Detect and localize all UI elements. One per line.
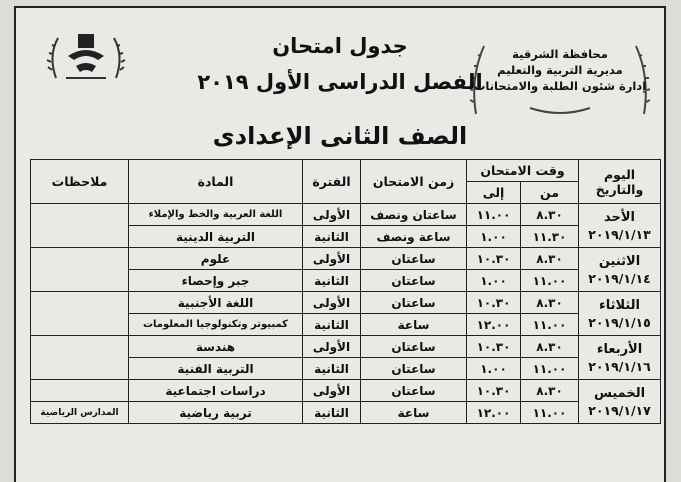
- day-name: الأربعاء: [596, 341, 643, 357]
- day-cell: [579, 336, 661, 380]
- time-from: ٨.٣٠: [521, 204, 579, 226]
- duration: ساعتان: [361, 270, 467, 292]
- day-cell: [579, 204, 661, 248]
- header-notes: ملاحظات: [31, 160, 129, 204]
- duration: ساعة: [361, 402, 467, 424]
- office-line-1: محافظة الشرقية: [512, 47, 608, 61]
- duration: ساعتان: [361, 358, 467, 380]
- period: الثانية: [303, 358, 361, 380]
- exam-schedule-sheet: [14, 6, 666, 482]
- duration: ساعتان ونصف: [361, 204, 467, 226]
- time-to: ١٠.٣٠: [467, 292, 521, 314]
- note: [31, 292, 129, 336]
- table-row: [31, 248, 661, 270]
- day-cell: [579, 248, 661, 292]
- office-line-2: مديرية التربية والتعليم: [497, 63, 623, 77]
- table-row: [31, 292, 661, 314]
- period: الثانية: [303, 314, 361, 336]
- header-period: الفترة: [303, 160, 361, 204]
- period: الأولى: [303, 204, 361, 226]
- period: الأولى: [303, 380, 361, 402]
- office-line-3: إدارة شئون الطلبة والامتحانات: [473, 79, 647, 93]
- header-duration: زمن الامتحان: [361, 160, 467, 204]
- exam-schedule-table: [30, 159, 661, 424]
- duration: ساعة ونصف: [361, 226, 467, 248]
- day-name: الثلاثاء: [599, 297, 640, 313]
- duration: ساعتان: [361, 248, 467, 270]
- time-from: ١١.٠٠: [521, 314, 579, 336]
- header: [16, 8, 664, 158]
- period: الأولى: [303, 292, 361, 314]
- period: الثانية: [303, 402, 361, 424]
- day-date: ٢٠١٩/١/١٣: [588, 226, 651, 242]
- day-name: الخميس: [593, 385, 646, 401]
- time-to: ١٠.٣٠: [467, 380, 521, 402]
- document-title: جدول امتحان: [272, 34, 408, 58]
- semester-title: الفصل الدراسى الأول ٢٠١٩: [197, 70, 483, 94]
- duration: ساعتان: [361, 380, 467, 402]
- time-from: ١١.٠٠: [521, 358, 579, 380]
- time-from: ٨.٣٠: [521, 380, 579, 402]
- time-to: ١٢.٠٠: [467, 314, 521, 336]
- day-name: الاثنين: [598, 253, 641, 269]
- day-cell: [579, 380, 661, 424]
- table-row: [31, 204, 661, 226]
- grade-title: الصف الثانى الإعدادى: [212, 122, 468, 150]
- time-from: ٨.٣٠: [521, 292, 579, 314]
- day-date: ٢٠١٩/١/١٤: [588, 270, 651, 286]
- header-exam-time: وقت الامتحان: [467, 160, 579, 182]
- time-to: ١.٠٠: [467, 226, 521, 248]
- note: [31, 380, 129, 402]
- header-subject: المادة: [129, 160, 303, 204]
- period: الأولى: [303, 248, 361, 270]
- subject: التربية الفنية: [129, 358, 303, 380]
- note: [31, 204, 129, 248]
- subject: كمبيوتر وتكنولوجيا المعلومات: [129, 314, 303, 336]
- subject: تربية رياضية: [129, 402, 303, 424]
- header-to: إلى: [467, 182, 521, 204]
- time-from: ٨.٣٠: [521, 248, 579, 270]
- day-name: الأحد: [604, 209, 636, 225]
- time-from: ١١.٣٠: [521, 226, 579, 248]
- day-date: ٢٠١٩/١/١٥: [588, 314, 651, 330]
- table-row: [31, 380, 661, 402]
- table-row: [31, 336, 661, 358]
- time-to: ١١.٠٠: [467, 204, 521, 226]
- period: الثانية: [303, 226, 361, 248]
- time-to: ١.٠٠: [467, 358, 521, 380]
- time-from: ١١.٠٠: [521, 270, 579, 292]
- time-to: ١.٠٠: [467, 270, 521, 292]
- header-day-date: اليوم والتاريخ: [579, 160, 661, 204]
- table-row: [31, 402, 661, 424]
- header-from: من: [521, 182, 579, 204]
- day-date: ٢٠١٩/١/١٦: [588, 358, 651, 374]
- subject: جبر وإحصاء: [129, 270, 303, 292]
- day-date: ٢٠١٩/١/١٧: [588, 402, 651, 418]
- time-to: ١٢.٠٠: [467, 402, 521, 424]
- duration: ساعتان: [361, 336, 467, 358]
- duration: ساعة: [361, 314, 467, 336]
- period: الأولى: [303, 336, 361, 358]
- time-to: ١٠.٣٠: [467, 336, 521, 358]
- time-from: ١١.٠٠: [521, 402, 579, 424]
- subject: علوم: [129, 248, 303, 270]
- note: المدارس الرياضية: [31, 402, 129, 424]
- day-cell: [579, 292, 661, 336]
- period: الثانية: [303, 270, 361, 292]
- note: [31, 336, 129, 380]
- time-from: ٨.٣٠: [521, 336, 579, 358]
- note: [31, 248, 129, 292]
- subject: اللغة الأجنبية: [129, 292, 303, 314]
- subject: اللغة العربية والخط والإملاء: [129, 204, 303, 226]
- time-to: ١٠.٣٠: [467, 248, 521, 270]
- subject: التربية الدينية: [129, 226, 303, 248]
- subject: هندسة: [129, 336, 303, 358]
- subject: دراسات اجتماعية: [129, 380, 303, 402]
- duration: ساعتان: [361, 292, 467, 314]
